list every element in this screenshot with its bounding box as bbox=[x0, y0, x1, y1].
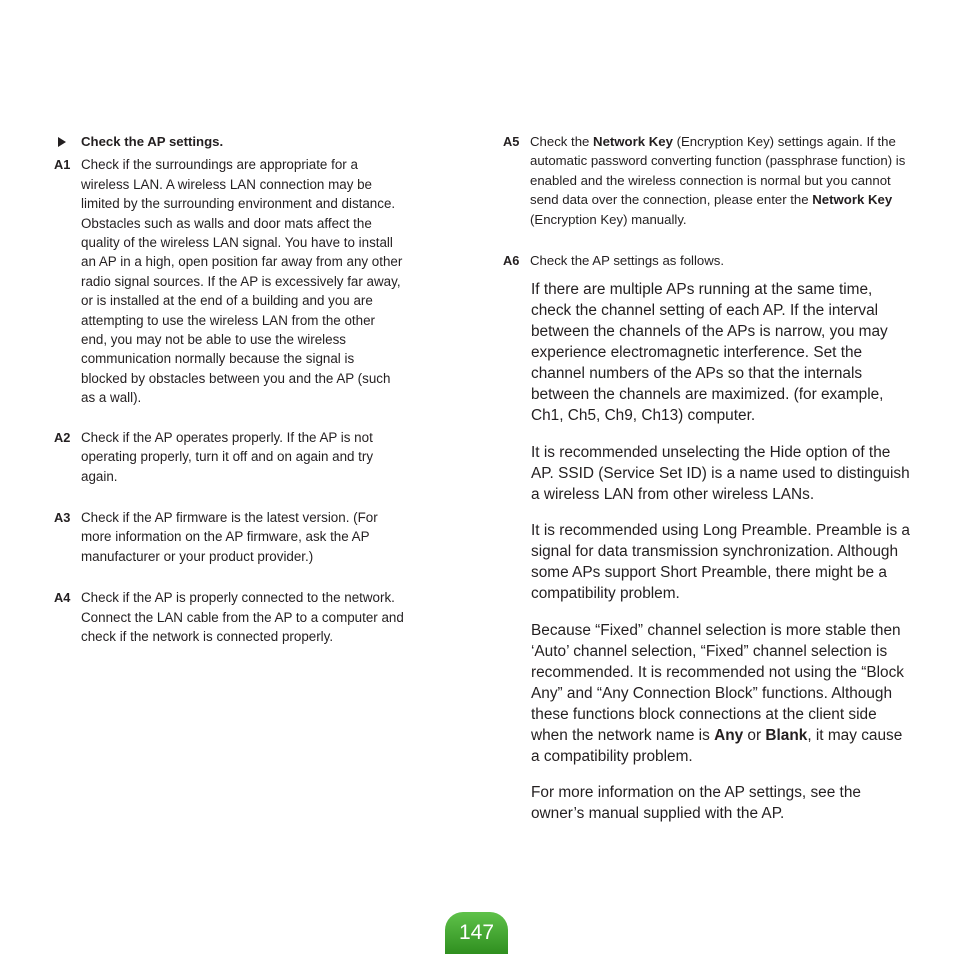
right-column bbox=[503, 130, 913, 839]
bold-network-key: Network Key bbox=[812, 192, 893, 208]
paragraph-channel-setting: If there are multiple APs running at the same time, check the channel setting of each AP. If the interval between the channels of the APs is narrow, you may experience electromagnetic interference. Set the channel numbers of the APs so that the internals between the channels are maximized. (for example, Ch1, Ch5, Ch9, Ch13) computer. bbox=[531, 281, 888, 425]
answer-a4 bbox=[54, 588, 404, 646]
bold-blank: Blank bbox=[765, 726, 808, 744]
answer-a1 bbox=[54, 155, 404, 407]
answer-a2 bbox=[54, 428, 404, 486]
answer-a5 bbox=[503, 132, 913, 229]
left-column bbox=[54, 130, 404, 646]
answer-number: A5 bbox=[503, 134, 520, 149]
answer-text bbox=[530, 132, 913, 229]
answer-text: Check if the AP operates properly. If the AP is not operating properly, turn it off and on again and try again. bbox=[81, 429, 374, 484]
answer-text: Check if the AP is properly connected to the network. Connect the LAN cable from the AP to a computer and check if the network is connected properly. bbox=[81, 590, 404, 644]
answer-text: Check if the AP firmware is the latest version. (For more information on the AP firmware, ask the AP manufacturer or your product provider.) bbox=[81, 509, 378, 564]
text-run: Check the bbox=[530, 134, 594, 149]
text-run: (Encryption Key) settings again. If the automatic password converting function (passphrase function) is enabled and the wireless connection is normal but you cannot send data over the connection, please enter the bbox=[530, 134, 906, 208]
section-heading bbox=[54, 132, 404, 151]
answer-a3 bbox=[54, 508, 404, 566]
section-heading-text: Check the AP settings. bbox=[81, 134, 224, 149]
bold-network-key: Network Key bbox=[593, 134, 673, 149]
paragraph-preamble: It is recommended using Long Preamble. Preamble is a signal for data transmission synchronization. Although some APs support Short Preamble, there might be a compatibility problem. bbox=[531, 522, 910, 603]
answer-text: Check if the surroundings are appropriate for a wireless LAN. A wireless LAN connection may be limited by the surrounding environment and distance. Obstacles such as walls and door mats affect the quality of the wireless LAN signal. You have to install an AP in a high, open position far away from any other radio signal sources. If the AP is excessively far away, or is installed at the end of a building and you are attempting to use the wireless LAN from the other end, you may not be able to use the wireless communication normally because the signal is blocked by obstacles between you and the AP (such as a wall). bbox=[81, 157, 403, 406]
answer-number: A4 bbox=[54, 590, 71, 606]
triangle-bullet-icon bbox=[58, 137, 66, 147]
paragraph-more-info: For more information on the AP settings, see the owner’s manual supplied with the AP. bbox=[531, 784, 861, 822]
text-run: Because “Fixed” channel selection is more stable then ‘Auto’ channel selection, “Fixed” channel selection is recommended. It is recommended not using the “Block Any” and “Any Connection Block” functions. Although these functions block connections at the client side when the network name is bbox=[531, 621, 904, 744]
text-run: (Encryption Key) manually. bbox=[530, 211, 687, 227]
paragraph-hide-ssid: It is recommended unselecting the Hide option of the AP. SSID (Service Set ID) is a name used to distinguish a wireless LAN from other wireless LANs. bbox=[531, 443, 910, 503]
answer-number: A1 bbox=[54, 157, 71, 173]
text-run: or bbox=[743, 726, 766, 744]
answer-number: A6 bbox=[503, 253, 520, 269]
bold-any: Any bbox=[714, 726, 744, 744]
page-number-badge: 147 bbox=[445, 912, 508, 954]
text-run: , it may cause a compatibility problem. bbox=[531, 726, 903, 765]
answer-number: A2 bbox=[54, 429, 71, 445]
answer-number: A3 bbox=[54, 509, 71, 525]
paragraph-fixed-channel bbox=[531, 620, 913, 767]
answer-text: Check the AP settings as follows. bbox=[530, 253, 725, 269]
answer-a6 bbox=[503, 251, 913, 270]
